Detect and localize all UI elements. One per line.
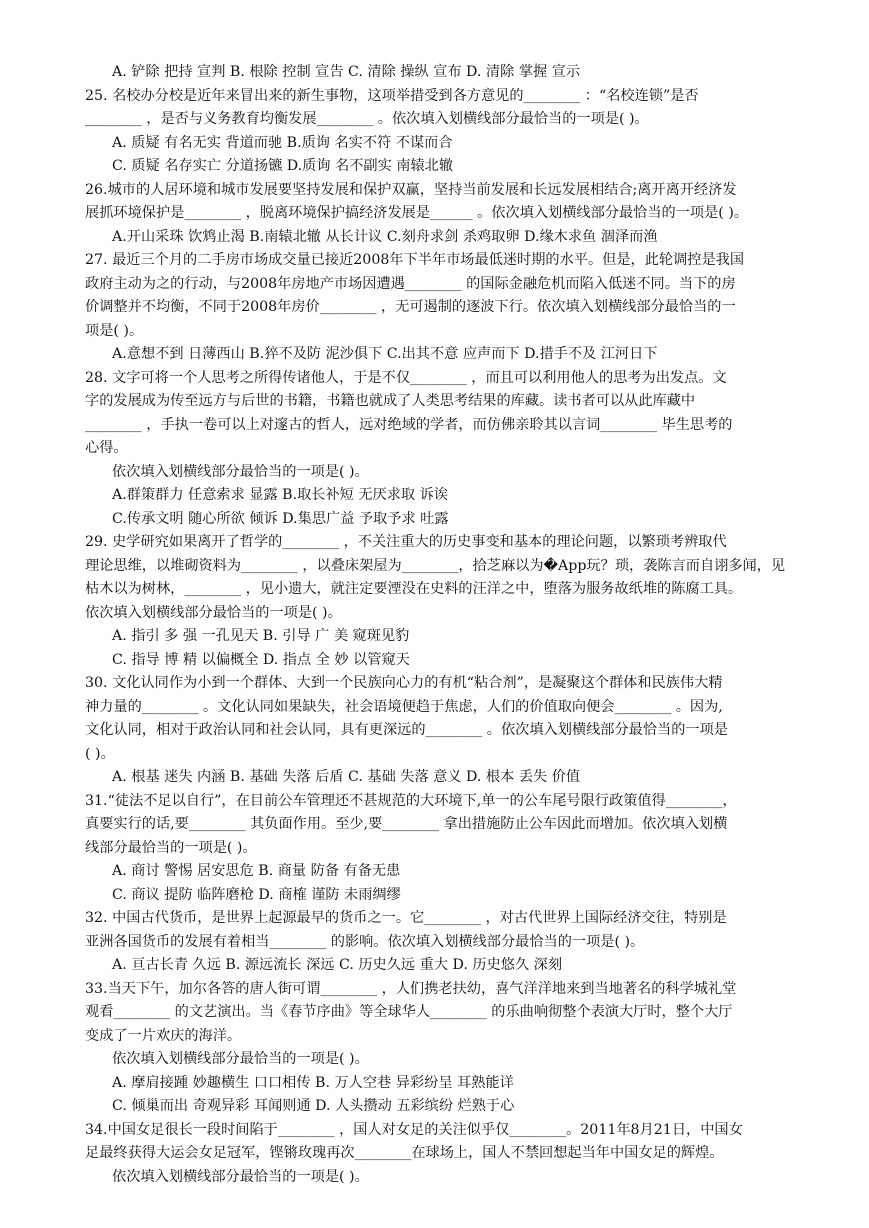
- question-text-line: [0, 1025, 869, 1047]
- line-text: 依次填入划横线部分最恰当的一项是( )。: [112, 464, 369, 480]
- line-text: A.群策群力 任意索求 显露 B.取长补短 无厌求取 诉诶: [112, 487, 448, 503]
- option-line: [0, 1095, 869, 1117]
- line-text: 30. 文化认同作为小到一个群体、大到一个民族向心力的有机“粘合剂”，是凝聚这个群体和民族伟大精: [85, 675, 723, 691]
- line-text: 26.城市的人居环境和城市发展要坚持发展和保护双赢，坚持当前发展和长远发展相结合;离开离开经济发: [85, 182, 737, 198]
- line-text: 31.“徒法不足以自行”，在目前公车管理还不甚规范的大环境下,单一的公车尾号限行政策值得________，: [85, 793, 737, 809]
- question-28: [0, 367, 869, 389]
- line-text: C.传承文明 随心所欲 倾诉 D.集思广益 予取予求 吐露: [112, 511, 449, 527]
- line-text: C. 指导 博 精 以偏概全 D. 指点 全 妙 以管窥天: [112, 652, 410, 668]
- line-text: 字的发展成为传至远方与后世的书籍，书籍也就成了人类思考结果的库藏。读书者可以从此库藏中: [85, 393, 696, 409]
- question-text-line: [0, 813, 869, 835]
- question-text-line: [0, 273, 869, 295]
- line-text: 28. 文字可将一个人思考之所得传诸他人，于是不仅________ ，而且可以利用他人的思考为出发点。文: [85, 370, 727, 386]
- line-text: 展抓环境保护是________ ，脱离环境保护搞经济发展是______ 。依次填入划横线部分最恰当的一项是( )。: [85, 205, 749, 221]
- option-line: [0, 1072, 869, 1094]
- question-text-line: [0, 743, 869, 765]
- line-text: 足最终获得大运会女足冠军，铿锵玫瑰再次________在球场上，国人不禁回想起当年中国女足的辉煌。: [85, 1145, 724, 1161]
- line-text: 33.当天下午，加尔各答的唐人街可谓________ ，人们携老扶幼，喜气洋洋地来到当地著名的科学城礼堂: [85, 981, 737, 997]
- question-text-line: [0, 931, 869, 953]
- question-text-line: [0, 390, 869, 412]
- line-text: 27. 最近三个月的二手房市场成交量已接近2008年下半年市场最低迷时期的水平。但是，此轮调控是我国: [85, 252, 745, 268]
- question-text-line: [0, 414, 869, 436]
- question-26: [0, 179, 869, 201]
- option-line: [0, 625, 869, 647]
- instruction-line: [0, 1048, 869, 1070]
- option-line: [0, 155, 869, 177]
- line-text: 32. 中国古代货币，是世界上起源最早的货币之一。它________ ，对古代世界上国际经济交往，特别是: [85, 910, 727, 926]
- question-32: [0, 907, 869, 929]
- line-text: ( )。: [85, 746, 115, 762]
- line-text: C. 倾巢而出 奇观异彩 耳闻则通 D. 人头攒动 五彩缤纷 烂熟于心: [112, 1098, 515, 1114]
- question-text-line: [0, 696, 869, 718]
- line-text: 政府主动为之的行动，与2008年房地产市场因遭遇________ 的国际金融危机而陷入低迷不同。当下的房: [85, 276, 736, 292]
- line-text: 34.中国女足很长一段时间陷于________ ，国人对女足的关注似乎仅________。2011年8月21日，中国女: [85, 1122, 743, 1138]
- line-text: 理论思维，以堆砌资料为________ ，以叠床架屋为________，拾芝麻以为�App玩？琐，袭陈言而自诩多闻，见: [85, 558, 786, 574]
- question-text-line: [0, 1001, 869, 1023]
- question-text-line: [0, 1142, 869, 1164]
- line-text: 文化认同，相对于政治认同和社会认同，具有更深远的________ 。依次填入划横线部分最恰当的一项是: [85, 722, 728, 738]
- option-line: [0, 649, 869, 671]
- instruction-line: [0, 461, 869, 483]
- option-line: [0, 766, 869, 788]
- question-34: [0, 1119, 869, 1141]
- line-text: C. 质疑 名存实亡 分道扬镳 D.质询 名不副实 南辕北辙: [112, 158, 454, 174]
- question-text-line: [0, 437, 869, 459]
- question-30: [0, 672, 869, 694]
- option-line: [0, 954, 869, 976]
- option-line: [0, 884, 869, 906]
- line-text: 项是( )。: [85, 323, 144, 339]
- line-text: ________ ，是否与义务教育均衡发展________ 。依次填入划横线部分最恰当的一项是( )。: [85, 111, 649, 127]
- option-line: [0, 132, 869, 154]
- line-text: 29. 史学研究如果离开了哲学的________ ，不关注重大的历史事变和基本的理论问题，以繁琐考辨取代: [85, 534, 727, 550]
- question-text-line: [0, 555, 869, 577]
- line-text: A. 指引 多 强 一孔见天 B. 引导 广 美 窥斑见豹: [112, 628, 410, 644]
- line-text: 心得。: [85, 440, 128, 456]
- question-25: [0, 85, 869, 107]
- line-text: A. 质疑 有名无实 背道而驰 B.质询 名实不符 不谋而合: [112, 135, 453, 151]
- question-text-line: [0, 202, 869, 224]
- option-line: [0, 226, 869, 248]
- line-text: 神力量的________ 。文化认同如果缺失，社会语境便趋于焦虑，人们的价值取向便会________ 。因为,: [85, 699, 723, 715]
- line-text: 线部分最恰当的一项是( )。: [85, 840, 257, 856]
- line-text: A.开山采珠 饮鸩止渴 B.南辕北辙 从长计议 C.刻舟求剑 杀鸡取卵 D.缘木求鱼 涸泽而渔: [112, 229, 658, 245]
- line-text: 真要实行的话,要________ 其负面作用。至少,要________ 拿出措施防止公车因此而增加。依次填入划横: [85, 816, 728, 832]
- question-text-line: [0, 719, 869, 741]
- line-text: A. 商讨 警惕 居安思危 B. 商量 防备 有备无患: [112, 863, 401, 879]
- line-text: 枯木以为树林，________ ，见小遗大，就注定要湮没在史料的汪洋之中，堕落为服务故纸堆的陈腐工具。: [85, 581, 743, 597]
- question-27: [0, 249, 869, 271]
- option-line: [0, 484, 869, 506]
- question-text-line: [0, 296, 869, 318]
- line-text: 变成了一片欢庆的海洋。: [85, 1028, 242, 1044]
- line-text: 25. 名校办分校是近年来冒出来的新生事物，这项举措受到各方意见的________ ：“名校连锁”是否: [85, 88, 699, 104]
- option-line: [0, 860, 869, 882]
- line-text: 依次填入划横线部分最恰当的一项是( )。: [112, 1169, 369, 1185]
- question-31: [0, 790, 869, 812]
- question-text-line: [0, 578, 869, 600]
- option-line: [0, 343, 869, 365]
- line-text: 依次填入划横线部分最恰当的一项是( )。: [85, 605, 342, 621]
- line-text: ________ ，手执一卷可以上对邃古的哲人，远对绝域的学者，而仿佛亲聆其以言词________ 毕生思考的: [85, 417, 733, 433]
- question-33: [0, 978, 869, 1000]
- line-text: A. 铲除 把持 宣判 B. 根除 控制 宣告 C. 清除 操纵 宣布 D. 清除 掌握 宣示: [112, 64, 581, 80]
- line-text: A.意想不到 日薄西山 B.猝不及防 泥沙俱下 C.出其不意 应声而下 D.措手不及 江河日下: [112, 346, 658, 362]
- question-29: [0, 531, 869, 553]
- line-text: 观看________ 的文艺演出。当《春节序曲》等全球华人________ 的乐曲响彻整个表演大厅时，整个大厅: [85, 1004, 733, 1020]
- option-line: [0, 61, 869, 83]
- option-line: [0, 508, 869, 530]
- line-text: 价调整并不均衡，不同于2008年房价________ ，无可遏制的逐波下行。依次填入划横线部分最恰当的一: [85, 299, 736, 315]
- question-text-line: [0, 320, 869, 342]
- line-text: 亚洲各国货币的发展有着相当________ 的影响。依次填入划横线部分最恰当的一项是( )。: [85, 934, 645, 950]
- line-text: A. 根基 迷失 内涵 B. 基础 失落 后盾 C. 基础 失落 意义 D. 根本 丢失 价值: [112, 769, 581, 785]
- question-text-line: [0, 837, 869, 859]
- line-text: C. 商议 提防 临阵磨枪 D. 商榷 谨防 未雨绸缪: [112, 887, 401, 903]
- question-text-line: [0, 602, 869, 624]
- line-text: 依次填入划横线部分最恰当的一项是( )。: [112, 1051, 369, 1067]
- instruction-line: [0, 1166, 869, 1188]
- question-text-line: [0, 108, 869, 130]
- line-text: A. 摩肩接踵 妙趣横生 口口相传 B. 万人空巷 异彩纷呈 耳熟能详: [112, 1075, 514, 1091]
- line-text: A. 亘古长青 久远 B. 源远流长 深远 C. 历史久远 重大 D. 历史悠久 深刻: [112, 957, 563, 973]
